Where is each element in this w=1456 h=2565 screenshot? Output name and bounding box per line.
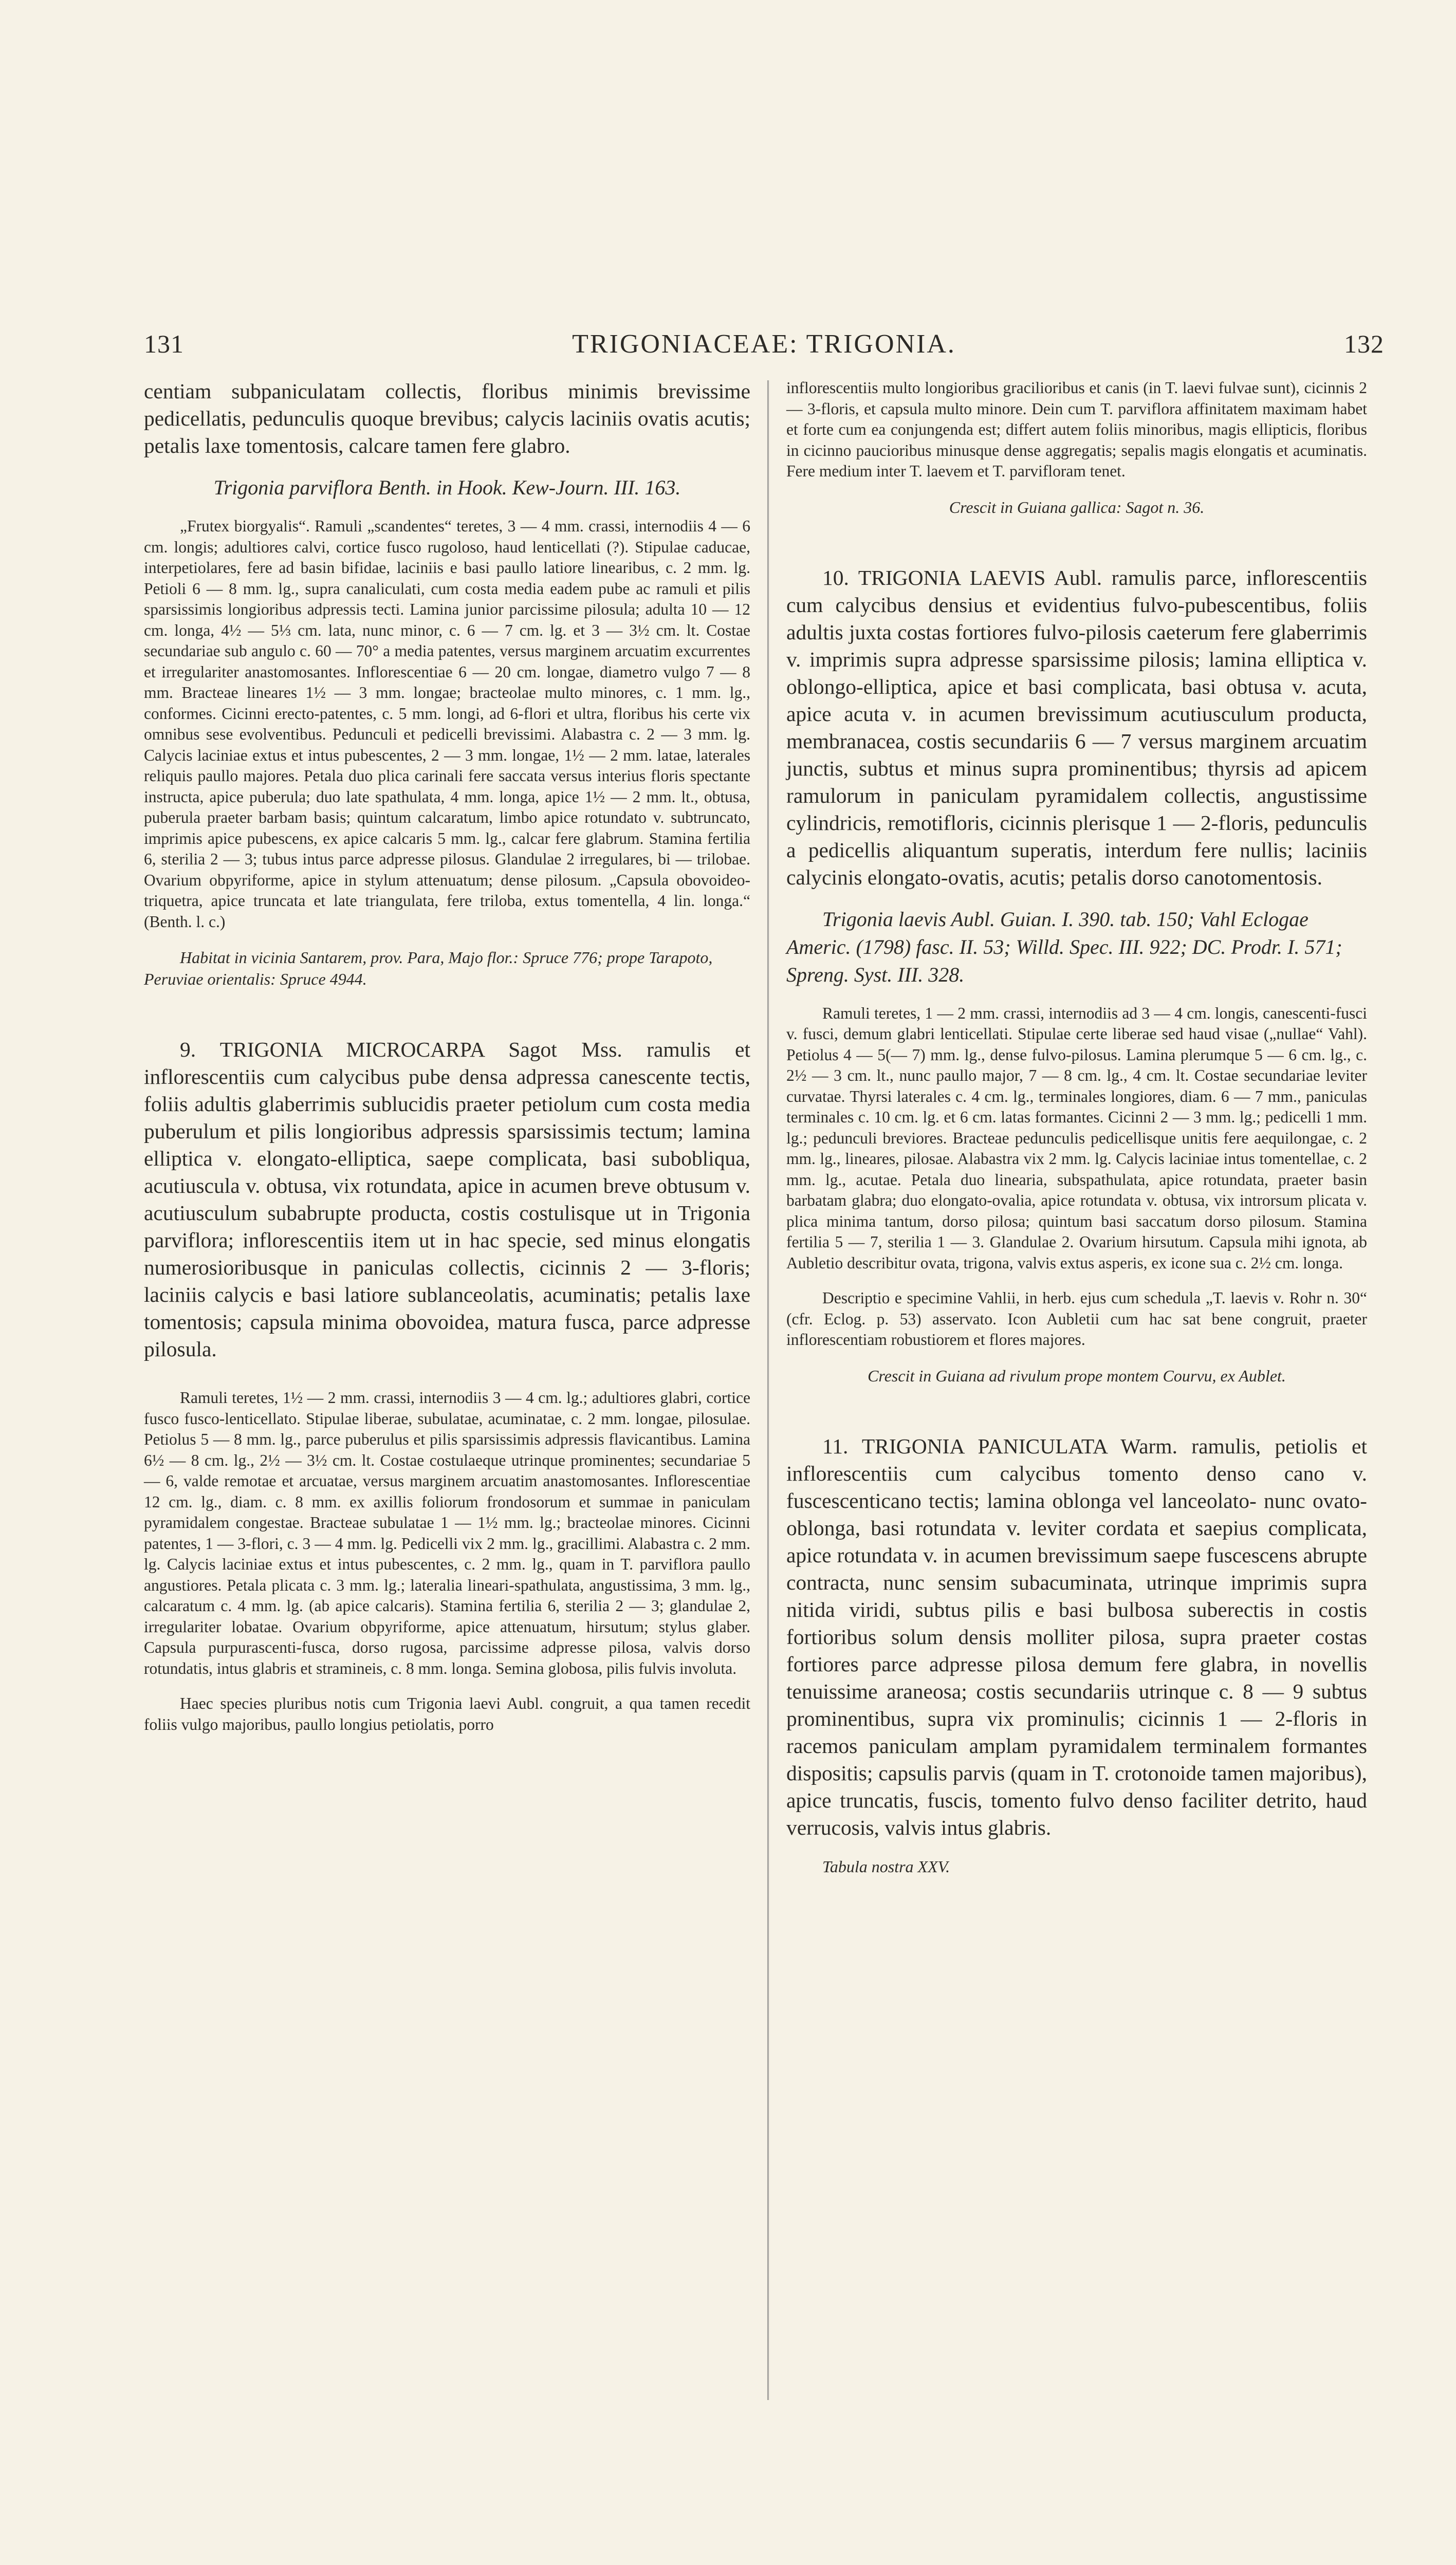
species-heading-paragraph: 11. TRIGONIA PANICULATA Warm. ramulis, petiolis et inflorescentiis cum calycibus tomento denso cano v. fuscescenticano tectis; lamina oblonga vel lanceolato- nunc ovato-oblonga, basi rotundata v. leviter cordata et saepius complicata, apice rotundata v. in acumen brevissimum saepe fuscescens abrupte contracta, nunc sensim subacuminata, utrinque imprimis supra nitida viridi, subtus pilis e basi bulbosa suberectis in costis fortioribus solum densis molliter pilosa, supra praeter costas fortiores parce adpresse pilosa demum fere glabra, in novellis tenuissime araneosa; costis secundariis utrinque c. 8 — 9 subtus prominentibus, supra vix prominulis; cicinnis 1 — 2-floris in racemos paniculam amplam pyramidalem terminalem formantes dispositis; capsulis parvis (quam in T. crotonoide tamen majoribus), apice truncatis, fuscis, tomento fulvo denso faciliter detrito, haud verrucosis, valvis intus glabris. xyxy=(786,1434,1367,1839)
page-number-left: 131 xyxy=(144,329,184,358)
left-column xyxy=(144,378,750,1735)
page-header xyxy=(144,329,1384,370)
note: Descriptio e specimine Vahlii, in herb. ejus cum schedula „T. laevis v. Rohr n. 30“ (cfr. Eclog. p. 53) asservato. Icon Aubletii cum hac sat bene congruit, praeter inflorescentiam robustiorem et flores majores. xyxy=(786,1289,1367,1349)
citation: Trigonia parviflora Benth. in Hook. Kew-Journ. III. 163. xyxy=(213,476,681,499)
page-number-right: 132 xyxy=(1344,329,1384,358)
description: Ramuli teretes, 1½ — 2 mm. crassi, internodiis 3 — 4 cm. lg.; adultiores glabri, cortice fusco fusco-lenticellato. Stipulae liberae, subulatae, acuminatae, c. 2 mm. longae, pilosulae. Petiolus 5 — 8 mm. lg., parce puberulus et pilis sparsissimis adpressis flavicantibus. Lamina 6½ — 8 cm. lg., 2½ — 3½ cm. lt. Costae costulaeque utrinque prominentes; secundariae 5 — 6, valde remotae et arcuatae, versus marginem arcuatim anastomosantes. Inflorescentiae 12 cm. lg., diam. c. 8 mm. ex axillis foliorum frondosorum et summae in paniculam pyramidalem congestae. Bracteae subulatae 1 — 1½ mm. lg.; bracteolae minores. Cicinni patentes, 1 — 3-flori, c. 3 — 4 mm. lg. Pedicelli vix 2 mm. lg., gracillimi. Alabastra c. 2 mm. lg. Calycis laciniae extus et intus pubescentes, c. 2 mm. lg., quam in T. parviflora paullo angustiores. Petala plicata c. 3 mm. lg.; lateralia lineari-spathulata, angustissima, 3 mm. lg., calcaratum c. 4 mm. lg. (ab apice calcaris). Stamina fertilia 6, sterilia 2 — 3; glandulae 2, irregulariter lobatae. Ovarium obpyriforme, apice attenuatum, hirsutum; stylus glaber. Capsula purpurascenti-fusca, dorso rugosa, parcissime adpresse pilosa, valvis dorso rotundatis, intus glabris et stramineis, c. 8 mm. longa. Semina globosa, pilis fulvis involuta. xyxy=(144,1389,750,1677)
right-column xyxy=(786,378,1367,1877)
plate-reference: Tabula nostra XXV. xyxy=(822,1857,950,1876)
description: Ramuli teretes, 1 — 2 mm. crassi, internodiis ad 3 — 4 cm. longis, canescenti-fusci v. fusci, demum glabri lenticellati. Stipulae certe liberae sed haud visae („nullae“ Vahl). Petiolus 4 — 5(— 7) mm. lg., dense fulvo-pilosus. Lamina plerumque 5 — 6 cm. lg., c. 2½ — 3 cm. lt., nunc paullo major, 7 — 8 cm. lg., 4 cm. lt. Costae secundariae leviter curvatae. Thyrsi laterales c. 4 cm. lg., terminales longiores, diam. 6 — 7 mm., paniculas terminales c. 10 cm. lg. et 6 cm. latas formantes. Cicinni 2 — 3 mm. lg.; pedicelli 1 mm. lg.; pedunculi breviores. Bracteae pedunculis pedicellisque unitis fere aequilongae, c. 2 mm. lg., lineares, pilosae. Alabastra vix 2 mm. lg. Calycis laciniae intus tomentellae, c. 2 mm. lg., acutae. Petala duo linearia, subspathulata, apice rotundata, praeter basin barbatam glabra; duo elongato-ovalia, apice rotundata v. obtusa, vix introrsum plicata v. plica minima tantum, dorso pilosa; quintum basi saccatum dorso pilosum. Stamina fertilia 5 — 7, sterilia 1 — 3. Glandulae 2. Ovarium hirsutum. Capsula mihi ignota, ab Aubletio describitur ovata, trigona, valvis extus asperis, ex icone sua c. 2½ cm. longa. xyxy=(786,1004,1367,1272)
description: „Frutex biorgyalis“. Ramuli „scandentes“ teretes, 3 — 4 mm. crassi, internodiis 4 — 6 cm. longis; adultiores calvi, cortice fusco rugoloso, haud lenticellati (?). Stipulae caducae, interpetiolares, fere ad basin bifidae, laciniis e basi paullo latiore linearibus, c. 2 mm. lg. Petioli 6 — 8 mm. lg., supra canaliculati, cum costa media eadem pube ac ramuli et pilis sparsissimis longioribus adpressis tecti. Lamina junior parcissime pilosula; adulta 10 — 12 cm. longa, 4½ — 5⅓ cm. lata, nunc minor, c. 6 — 7 cm. lg. et 3 — 3½ cm. lt. Costae secundariae sub angulo c. 60 — 70° a media patentes, versus marginem arcuatim excurrentes et irregulariter anastomosantes. Inflorescentiae 6 — 20 cm. longae, diametro vulgo 7 — 8 mm. Bracteae lineares 1½ — 3 mm. longae; bracteolae multo minores, c. 1 mm. lg., conformes. Cicinni erecto-patentes, c. 5 mm. longi, ad 6-flori et ultra, floribus his certe vix omnibus sese evolventibus. Pedunculi et pedicelli brevissimi. Alabastra c. 2 — 3 mm. lg. Calycis laciniae extus et intus pubescentes, 2 — 3 mm. longae, 1½ — 2 mm. latae, laterales reliquis paullo majores. Petala duo plica carinali fere saccata versus interius floris spectante instructa, apice puberula; duo late spathulata, 4 mm. longa, apice 1½ — 2 mm. lt., obtusa, puberula praeter barbam basis; quintum calcaratum, limbo apice rotundato v. subtruncato, imprimis apice pubescens, ex apice calcaris 5 mm. lg., calcar fere glabrum. Stamina fertilia 6, sterilia 2 — 3; tubus intus parce adpresse pilosus. Glandulae 2 irregulares, bi — trilobae. Ovarium obpyriforme, apice in stylum attenuatum; dense pilosum. „Capsula obovoideo-triquetra, apice truncata et late triangulata, fere triloba, extus tomentella, 4 lin. longa.“ (Benth. l. c.) xyxy=(144,517,750,931)
note: Haec species pluribus notis cum Trigonia laevi Aubl. congruit, a qua tamen recedit foliis vulgo majoribus, paullo longius petiolatis, porro xyxy=(144,1694,750,1733)
paragraph: centiam subpaniculatam collectis, floribus minimis brevissime pedicellatis, pedunculis quoque brevibus; calycis laciniis ovatis acutis; petalis laxe tomentosis, calcare tamen fere glabro. xyxy=(144,379,750,457)
habitat: Habitat in vicinia Santarem, prov. Para, Majo flor.: Spruce 776; prope Tarapoto, Peruviae orientalis: Spruce 4944. xyxy=(144,948,713,988)
paragraph: inflorescentiis multo longioribus gracilioribus et canis (in T. laevi fulvae sunt), cicinnis 2 — 3-floris, et capsula multo minore. Dein cum T. parviflora affinitatem maximam habet et forte cum ea conjungenda est; differt autem foliis minoribus, magis ellipticis, floribus in cicinno paucioribus minusque dense aggregatis; sepalis magis elongatis et acuminatis. Fere medium inter T. laevem et T. parvifloram tenet. xyxy=(786,379,1367,480)
running-title: TRIGONIACEAE: TRIGONIA. xyxy=(572,329,956,359)
habitat: Crescit in Guiana ad rivulum prope montem Courvu, ex Aublet. xyxy=(868,1366,1286,1385)
species-heading-paragraph: 9. TRIGONIA MICROCARPA Sagot Mss. ramulis et inflorescentiis cum calycibus pube densa adpressa canescente tectis, foliis adultis glaberrimis sublucidis praeter petiolum cum costa media puberulum et pilis longioribus adpressis sparsissimis tectum; lamina elliptica v. elongato-elliptica, saepe complicata, basi subobliqua, acutiuscula v. obtusa, vix rotundata, apice in acumen breve obtusum v. acutiusculum subabrupte producta, costis costulisque ut in Trigonia parviflora; inflorescentiis item ut in hac specie, sed minus elongatis numerosioribusque in paniculas collectis, cicinnis 2 — 3-floris; laciniis calycis e basi latiore sublanceolatis, acuminatis; petalis laxe tomentosis; capsula minima obovoidea, matura fusca, parce adpresse pilosula. xyxy=(144,1038,750,1361)
citation: Trigonia laevis Aubl. Guian. I. 390. tab. 150; Vahl Eclogae Americ. (1798) fasc. II. 53; Willd. Spec. III. 922; DC. Prodr. I. 571; Spreng. Syst. III. 328. xyxy=(786,907,1342,986)
species-heading-paragraph: 10. TRIGONIA LAEVIS Aubl. ramulis parce, inflorescentiis cum calycibus densius et evidentius fulvo-pubescentibus, foliis adultis juxta costas fortiores fulvo-pilosis caeterum fere glaberrimis v. imprimis supra adpresse sparsissime pilosis; lamina elliptica v. oblongo-elliptica, apice et basi complicata, basi obtusa v. acuta, apice acuta v. in acumen brevissimum acutiusculum producta, membranacea, costis secundariis 6 — 7 versus marginem arcuatim junctis, subtus et minus supra prominentibus; thyrsis ad apicem ramulorum in paniculam pyramidalem collectis, angustissime cylindricis, remotifloris, cicinnis plerisque 1 — 2-floris, pedunculis a pedicellis aliquantum superatis, interdum fere nullis; laciniis calycinis elongato-ovatis, acutis; petalis dorso canotomentosis. xyxy=(786,565,1367,889)
habitat: Crescit in Guiana gallica: Sagot n. 36. xyxy=(949,497,1205,516)
column-divider xyxy=(767,380,769,2400)
